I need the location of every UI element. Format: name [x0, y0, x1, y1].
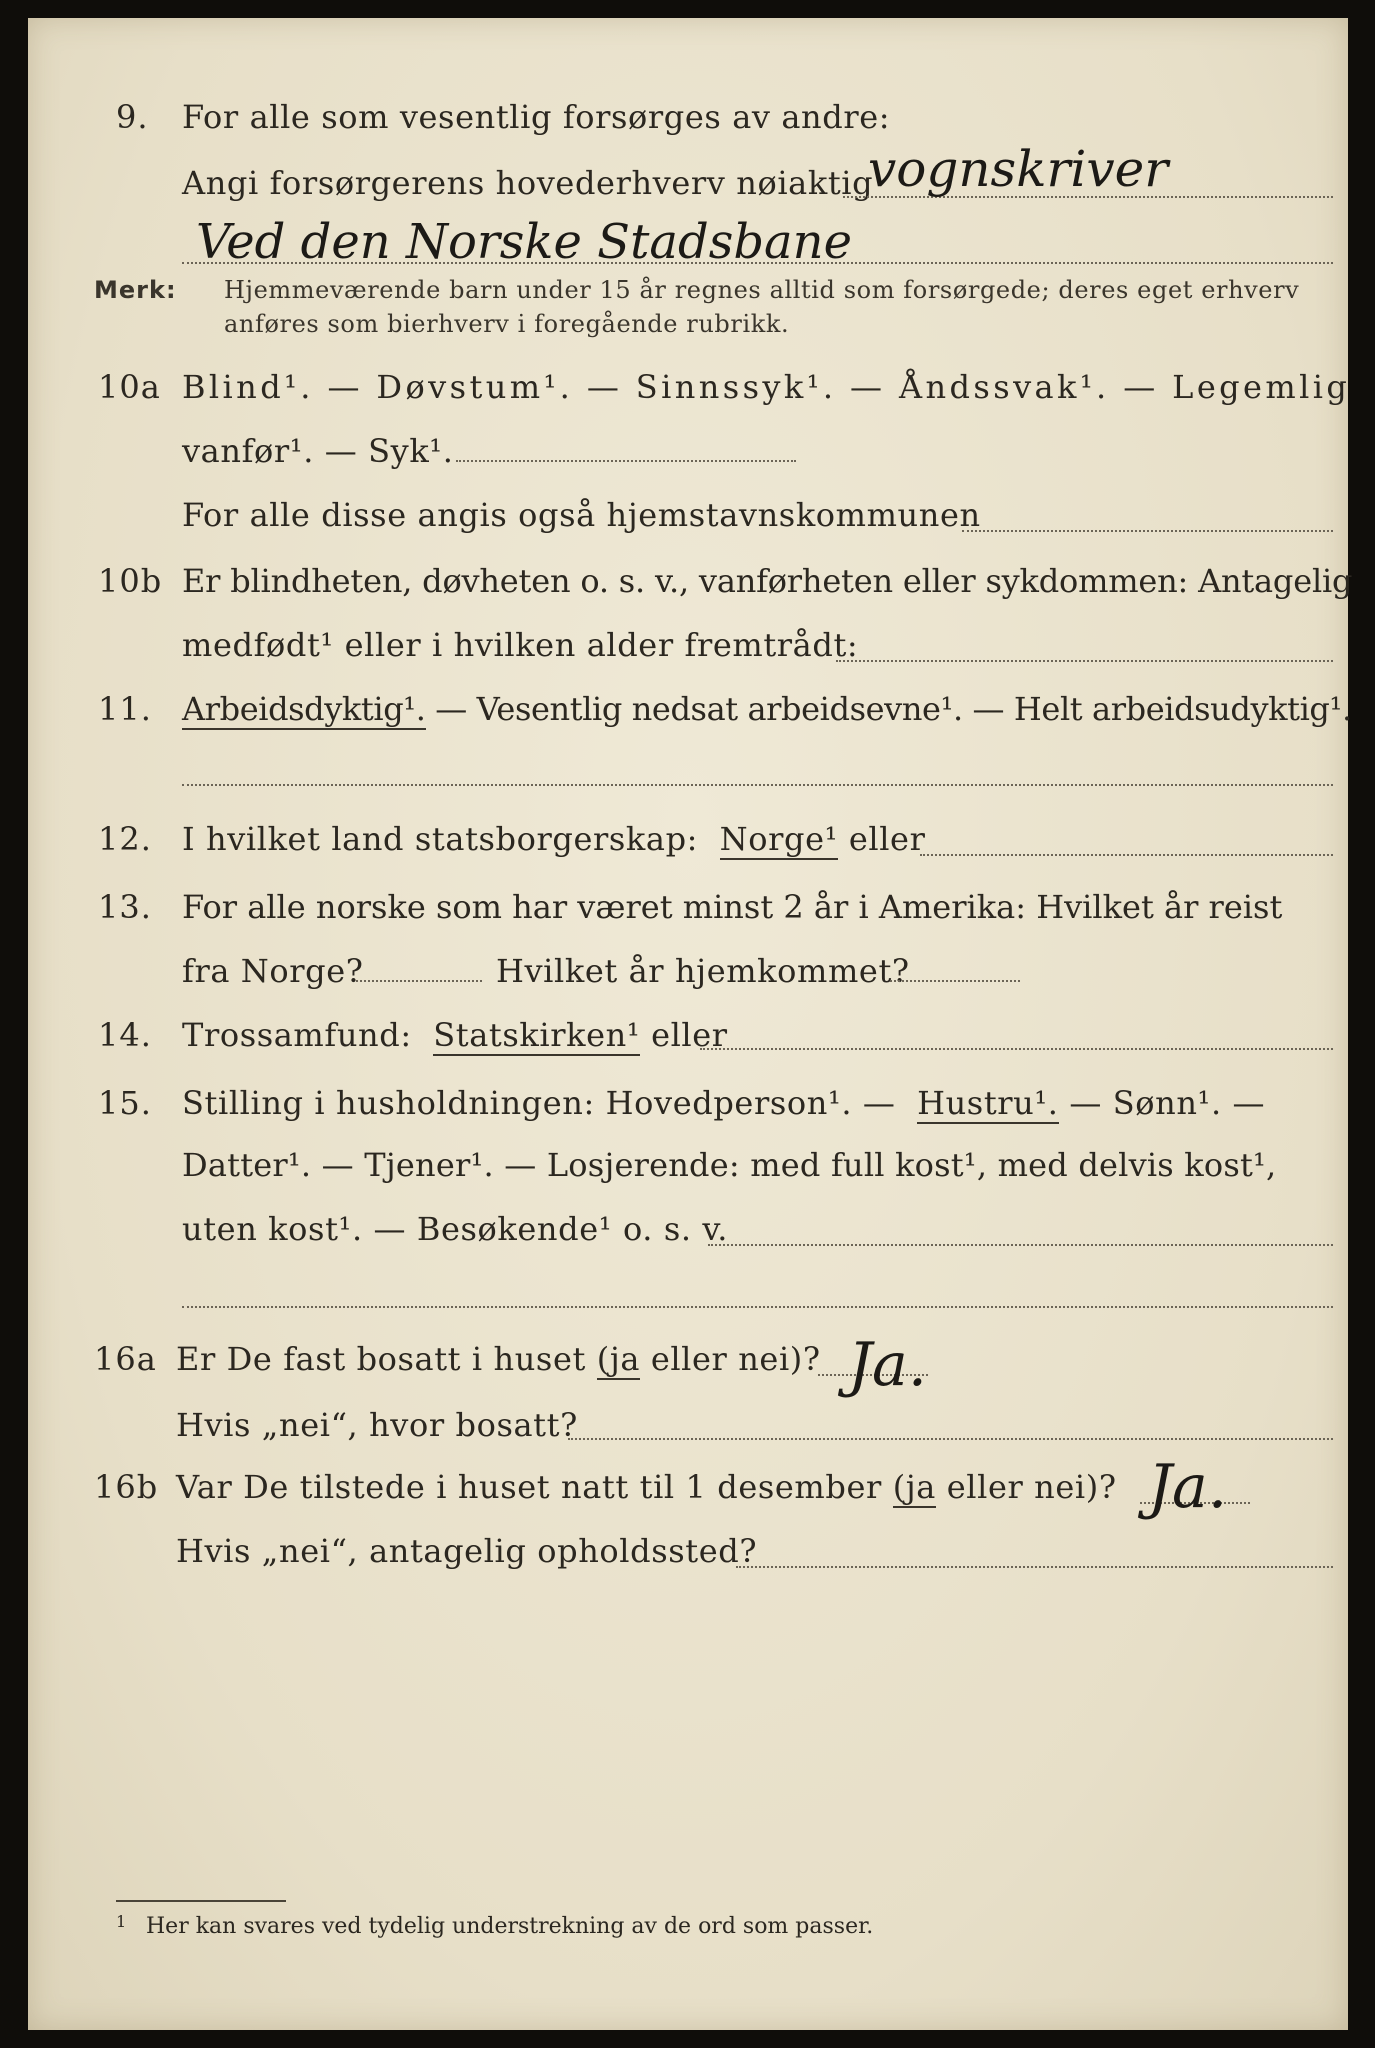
q15-text-1: Stilling i husholdningen: Hovedperson¹. —	[182, 1084, 896, 1122]
footnote-rule	[116, 1900, 286, 1902]
q16a-option-underlined: (ja	[596, 1340, 641, 1378]
q13-return-year-line	[890, 980, 1020, 982]
q16a-where-line	[568, 1438, 1333, 1440]
q16a-question	[176, 1340, 821, 1378]
q16a-text-2: eller nei)?	[650, 1340, 821, 1378]
q12-tail: eller	[848, 820, 926, 858]
q14-question	[182, 1016, 728, 1054]
q10a-answer-line	[456, 460, 796, 462]
q10b-question-2: medfødt¹ eller i hvilken alder fremtrådt:	[182, 626, 859, 664]
merk-label: Merk:	[94, 276, 177, 304]
q13-return-year: Hvilket år hjemkommet?	[496, 952, 910, 990]
q14-text: Trossamfund:	[182, 1016, 412, 1054]
q14-answer-line	[700, 1048, 1333, 1050]
q13-left-year: fra Norge?	[182, 952, 364, 990]
q15-text-2: — Sønn¹. —	[1069, 1084, 1266, 1122]
q16b-answer-handwritten: Ja.	[1148, 1452, 1227, 1522]
q14-tail: eller	[651, 1016, 728, 1054]
q10a-municipality-line	[962, 530, 1333, 532]
q9-question: For alle som vesentlig forsørges av andre:	[182, 98, 891, 136]
q11-number: 11.	[98, 690, 152, 728]
q12-text: I hvilket land statsborgerskap:	[182, 820, 699, 858]
q16b-option-underlined: (ja	[892, 1468, 936, 1506]
q13-number: 13.	[98, 888, 152, 926]
footnote-text: Her kan svares ved tydelig understrekning av de ord som passer.	[146, 1914, 874, 1939]
q16b-where-line	[736, 1566, 1333, 1568]
footnote-mark: 1	[116, 1912, 127, 1931]
q11-options	[182, 690, 1352, 728]
q16b-question	[176, 1468, 1117, 1506]
q10b-number: 10b	[98, 562, 163, 600]
q10a-options-1: Blind¹. — Døvstum¹. — Sinnssyk¹. — Åndssvak¹. — Legemlig	[182, 368, 1351, 406]
q11-options-rest: — Vesentlig nedsat arbeidsevne¹. — Helt arbeidsudyktig¹.	[425, 690, 1352, 728]
q9-number: 9.	[116, 98, 149, 136]
q13-question: For alle norske som har været minst 2 år i Amerika: Hvilket år reist	[182, 888, 1283, 926]
q9-answer-handwritten-1: vognskriver	[868, 140, 1169, 198]
q15-answer-line-2	[182, 1306, 1333, 1308]
q12-question	[182, 820, 925, 858]
q15-options-1	[182, 1084, 1265, 1122]
q9-answer-handwritten-2: Ved den Norske Stadsbane	[196, 214, 852, 270]
merk-text-2: anføres som bierhverv i foregående rubrikk.	[224, 310, 790, 338]
q12-number: 12.	[98, 820, 152, 858]
q12-option-underlined: Norge¹	[719, 820, 839, 858]
q9-prompt: Angi forsørgerens hovederhverv nøiaktig	[182, 164, 874, 202]
q10a-number: 10a	[98, 368, 161, 406]
q10a-home-municipality: For alle disse angis også hjemstavnskommunen	[182, 496, 981, 534]
q14-option-underlined: Statskirken¹	[433, 1016, 641, 1054]
q14-number: 14.	[98, 1016, 152, 1054]
q16a-text-1: Er De fast bosatt i huset	[176, 1340, 586, 1378]
merk-text-1: Hjemmeværende barn under 15 år regnes alltid som forsørgede; deres eget erhverv	[224, 276, 1300, 304]
q15-option-underlined: Hustru¹.	[917, 1084, 1059, 1122]
q13-left-year-line	[356, 980, 482, 982]
q10b-question-1: Er blindheten, døvheten o. s. v., vanførheten eller sykdommen: Antagelig	[182, 562, 1353, 600]
q11-answer-line	[182, 784, 1333, 786]
q16b-number: 16b	[94, 1468, 159, 1506]
q16b-where: Hvis „nei“, antagelig opholdssted?	[176, 1532, 758, 1570]
q15-options-2: Datter¹. — Tjener¹. — Losjerende: med full kost¹, med delvis kost¹,	[182, 1146, 1277, 1184]
census-form-page	[28, 18, 1353, 2030]
q15-number: 15.	[98, 1084, 152, 1122]
q16a-answer-handwritten: Ja.	[848, 1330, 927, 1400]
q10b-answer-line	[836, 660, 1333, 662]
q11-option-underlined: Arbeidsdyktig¹.	[182, 690, 426, 728]
q15-options-3: uten kost¹. — Besøkende¹ o. s. v.	[182, 1210, 729, 1248]
q15-answer-line-1	[708, 1244, 1333, 1246]
q16a-number: 16a	[94, 1340, 157, 1378]
q12-answer-line	[920, 854, 1333, 856]
q16b-text-2: eller nei)?	[946, 1468, 1117, 1506]
q16b-text-1: Var De tilstede i huset natt til 1 desember	[176, 1468, 882, 1506]
q10a-options-2: vanfør¹. — Syk¹.	[182, 432, 454, 470]
q16a-where: Hvis „nei“, hvor bosatt?	[176, 1406, 578, 1444]
